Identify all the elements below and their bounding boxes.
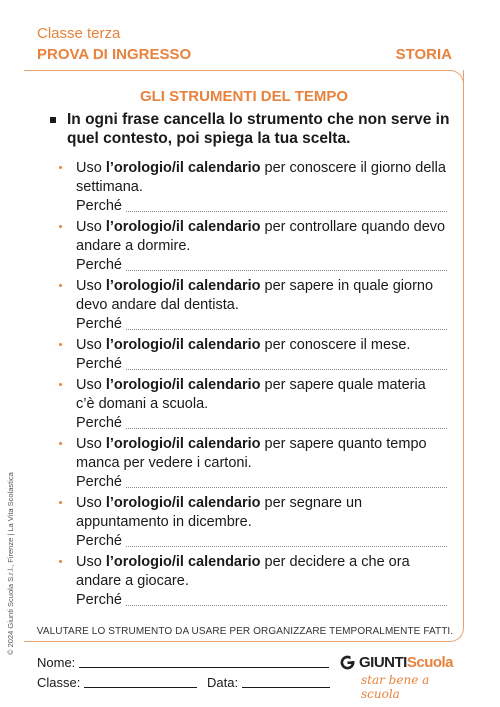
reason-label: Perché bbox=[76, 257, 122, 273]
item-context: per sapere quale materia c’è domani a scuola. bbox=[76, 377, 426, 412]
item-bullet bbox=[59, 383, 62, 386]
item-prefix: Uso bbox=[76, 495, 106, 511]
class-line[interactable] bbox=[84, 687, 197, 688]
logo-brand: GIUNTI bbox=[359, 654, 407, 671]
date-label: Data: bbox=[207, 675, 239, 690]
item-context: per decidere a che ora andare a giocare. bbox=[76, 554, 410, 589]
reason-label: Perché bbox=[76, 474, 122, 490]
item-context: per segnare un appuntamento in dicembre. bbox=[76, 495, 363, 530]
exercise-item bbox=[67, 435, 447, 492]
item-context: per sapere in quale giorno devo andare dal dentista. bbox=[76, 278, 434, 313]
item-sentence bbox=[67, 553, 447, 591]
name-label: Nome: bbox=[37, 655, 76, 670]
item-prefix: Uso bbox=[76, 377, 106, 393]
class-field[interactable] bbox=[37, 675, 197, 690]
item-bullet bbox=[59, 343, 62, 346]
footer-note: VALUTARE LO STRUMENTO DA USARE PER ORGANIZZARE TEMPORALMENTE FATTI. bbox=[36, 626, 454, 637]
reason-label: Perché bbox=[76, 356, 122, 372]
reason-row bbox=[67, 473, 447, 492]
item-prefix: Uso bbox=[76, 278, 106, 294]
item-tool-options[interactable]: l’orologio/il calendario bbox=[105, 337, 261, 353]
item-tool-options[interactable]: l’orologio/il calendario bbox=[105, 278, 261, 294]
item-sentence bbox=[67, 435, 447, 473]
item-sentence bbox=[67, 159, 447, 197]
instruction-text: In ogni frase cancella lo strumento che non serve in quel contesto, poi spiega la tua scelta. bbox=[67, 111, 450, 147]
item-bullet bbox=[59, 501, 62, 504]
worksheet-title: GLI STRUMENTI DEL TEMPO bbox=[139, 88, 349, 105]
item-prefix: Uso bbox=[76, 337, 106, 353]
reason-row bbox=[67, 355, 447, 374]
item-context: per sapere quanto tempo manca per vedere i cartoni. bbox=[76, 436, 427, 471]
exercise-item bbox=[67, 159, 447, 216]
reason-row bbox=[67, 256, 447, 275]
item-context: per conoscere il giorno della settimana. bbox=[76, 160, 446, 195]
publisher-logo bbox=[340, 654, 460, 701]
exercise-item bbox=[67, 336, 447, 374]
item-sentence bbox=[67, 336, 447, 355]
item-tool-options[interactable]: l’orologio/il calendario bbox=[105, 377, 261, 393]
item-sentence bbox=[67, 376, 447, 414]
name-field[interactable] bbox=[37, 655, 329, 670]
item-tool-options[interactable]: l’orologio/il calendario bbox=[105, 554, 261, 570]
reason-row bbox=[67, 315, 447, 334]
reason-label: Perché bbox=[76, 592, 122, 608]
reason-label: Perché bbox=[76, 415, 122, 431]
reason-label: Perché bbox=[76, 533, 122, 549]
item-context: per conoscere il mese. bbox=[260, 337, 411, 353]
exercise-item bbox=[67, 218, 447, 275]
item-prefix: Uso bbox=[76, 436, 106, 452]
item-bullet bbox=[59, 166, 62, 169]
exercise-item bbox=[67, 553, 447, 610]
reason-row bbox=[67, 591, 447, 610]
instruction-bullet bbox=[50, 117, 56, 123]
item-context: per controllare quando devo andare a dormire. bbox=[76, 219, 446, 254]
item-prefix: Uso bbox=[76, 219, 106, 235]
reason-row bbox=[67, 414, 447, 433]
item-sentence bbox=[67, 277, 447, 315]
reason-row bbox=[67, 532, 447, 551]
item-prefix: Uso bbox=[76, 554, 106, 570]
reason-answer-line[interactable] bbox=[126, 328, 447, 330]
giunti-g-icon bbox=[340, 655, 355, 670]
reason-row bbox=[67, 197, 447, 216]
item-tool-options[interactable]: l’orologio/il calendario bbox=[105, 219, 261, 235]
reason-answer-line[interactable] bbox=[126, 604, 447, 606]
item-tool-options[interactable]: l’orologio/il calendario bbox=[105, 160, 261, 176]
item-tool-options[interactable]: l’orologio/il calendario bbox=[105, 495, 261, 511]
logo-wordmark bbox=[359, 654, 453, 671]
reason-label: Perché bbox=[76, 198, 122, 214]
header-test-type: PROVA DI INGRESSO bbox=[37, 46, 192, 63]
item-prefix: Uso bbox=[76, 160, 106, 176]
item-tool-options[interactable]: l’orologio/il calendario bbox=[105, 436, 261, 452]
reason-answer-line[interactable] bbox=[126, 269, 447, 271]
class-label: Classe: bbox=[37, 675, 81, 690]
date-field[interactable] bbox=[207, 675, 330, 690]
reason-answer-line[interactable] bbox=[126, 545, 447, 547]
reason-answer-line[interactable] bbox=[126, 210, 447, 212]
item-bullet bbox=[59, 225, 62, 228]
header-subject: STORIA bbox=[395, 46, 452, 63]
exercise-item bbox=[67, 277, 447, 334]
item-bullet bbox=[59, 284, 62, 287]
date-line[interactable] bbox=[242, 687, 330, 688]
reason-answer-line[interactable] bbox=[126, 368, 447, 370]
exercise-item bbox=[67, 494, 447, 551]
item-bullet bbox=[59, 560, 62, 563]
exercise-item bbox=[67, 376, 447, 433]
copyright-text: © 2024 Giunti Scuola S.r.l., Firenze | La Vita Scolastica bbox=[6, 472, 15, 655]
reason-answer-line[interactable] bbox=[126, 427, 447, 429]
logo-brand-accent: Scuola bbox=[406, 654, 454, 671]
name-line[interactable] bbox=[79, 667, 329, 668]
header-class: Classe terza bbox=[37, 25, 121, 42]
item-sentence bbox=[67, 494, 447, 532]
reason-label: Perché bbox=[76, 316, 122, 332]
item-bullet bbox=[59, 442, 62, 445]
logo-tagline: star bene a scuola bbox=[361, 673, 430, 701]
item-sentence bbox=[67, 218, 447, 256]
reason-answer-line[interactable] bbox=[126, 486, 447, 488]
